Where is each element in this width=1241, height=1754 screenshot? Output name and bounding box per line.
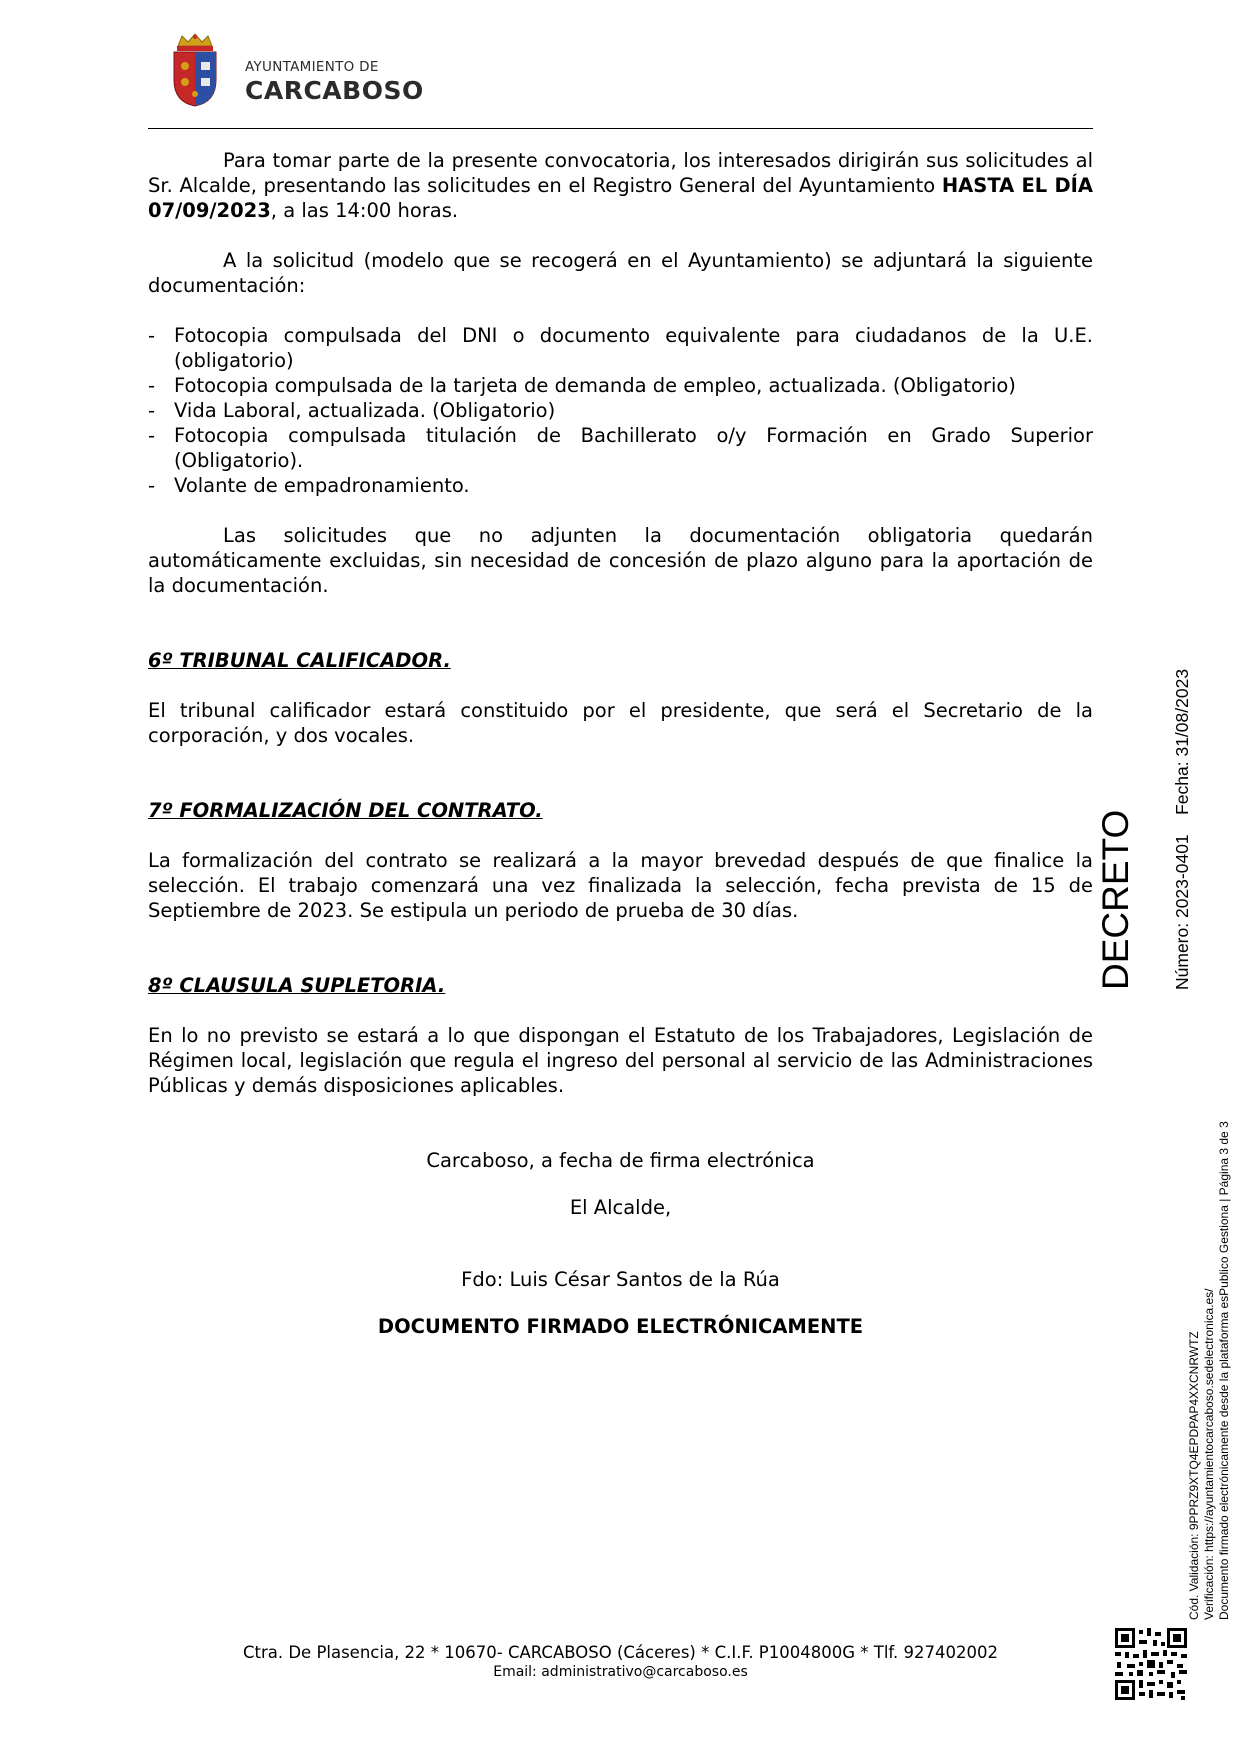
deadline-date: HASTA EL DÍA 07/09/2023: [148, 174, 1093, 222]
section-6-text: El tribunal calificador estará constituido por el presidente, que será el Secretario de la corporación, y dos vocales.: [148, 699, 1093, 747]
list-item: - Vida Laboral, actualizada. (Obligatorio): [148, 399, 556, 422]
coat-of-arms-icon: [168, 32, 222, 108]
validation-block: [1187, 1121, 1232, 1620]
paragraph-submission: [148, 148, 1093, 223]
header-divider: [148, 128, 1093, 129]
list-item: - Volante de empadronamiento.: [148, 474, 470, 497]
p1-text: Para tomar parte de la presente convocatoria, los interesados dirigirán sus solicitudes al Sr. Alcalde, presentando las solicitudes en el Registro General del Ayuntamiento: [148, 149, 1093, 197]
paragraph-exclusion: Las solicitudes que no adjunten la documentación obligatoria quedarán automáticamente excluidas, sin necesidad de concesión de plazo alguno para la aportación de la documentación.: [148, 524, 1093, 597]
decree-number-date: [1172, 669, 1192, 990]
footer-email: Email: administrativo@carcaboso.es: [493, 1664, 748, 1680]
decree-label: DECRETO: [1095, 809, 1136, 990]
section-7-text: La formalización del contrato se realizará a la mayor brevedad después de que finalice la selección. El trabajo comenzará una vez finalizada la selección, fecha prevista de 15 de Septiembre de 2023. Se estipula un periodo de prueba de 30 días.: [148, 849, 1093, 922]
paragraph-documentation: A la solicitud (modelo que se recogerá en el Ayuntamiento) se adjuntará la siguiente documentación:: [148, 249, 1093, 297]
documents-list: [148, 323, 1093, 498]
decree-date: Fecha: 31/08/2023: [1172, 668, 1192, 815]
verification-url: Verificación: https://ayuntamientocarcaboso.sedelectronica.es/: [1202, 1288, 1216, 1620]
section-8-text: En lo no previsto se estará a lo que dispongan el Estatuto de los Trabajadores, Legislación de Régimen local, legislación que regula el ingreso del personal al servicio de las Administraciones Públicas y demás disposiciones aplicables.: [148, 1024, 1093, 1097]
decree-number: Número: 2023-0401: [1172, 834, 1192, 990]
footer-address: Ctra. De Plasencia, 22 * 10670- CARCABOSO (Cáceres) * C.I.F. P1004800G * Tlf. 927402002: [242, 1643, 999, 1662]
document-body: [148, 148, 1093, 1339]
p1-text-end: , a las 14:00 horas.: [270, 199, 459, 222]
logo-line-1: AYUNTAMIENTO DE: [245, 59, 379, 75]
list-item: - Fotocopia compulsada titulación de Bachillerato o/y Formación en Grado Superior (Obligatorio).: [148, 424, 1093, 472]
signature-name: Fdo: Luis César Santos de la Rúa: [461, 1268, 780, 1291]
electronic-signature-stamp: DOCUMENTO FIRMADO ELECTRÓNICAMENTE: [377, 1315, 864, 1338]
section-8-title: 8º CLAUSULA SUPLETORIA.: [148, 974, 446, 997]
list-item: - Fotocopia compulsada del DNI o documento equivalente para ciudadanos de la U.E. (obligatorio): [148, 324, 1093, 372]
signature-role: El Alcalde,: [569, 1196, 672, 1219]
signed-platform-note: Documento firmado electrónicamente desde la plataforma esPublico Gestiona | Página 3 de 3: [1217, 1121, 1231, 1620]
signature-place-date: Carcaboso, a fecha de firma electrónica: [426, 1149, 815, 1172]
validation-code: Cód. Validación: 9PPRZ9XTQ4EPDPAP4XXCNRWTZ: [1187, 1331, 1201, 1620]
qr-code-icon: [1115, 1628, 1187, 1700]
list-item: - Fotocopia compulsada de la tarjeta de demanda de empleo, actualizada. (Obligatorio): [148, 374, 1016, 397]
section-6-title: 6º TRIBUNAL CALIFICADOR.: [148, 649, 451, 672]
municipal-logo: [148, 28, 424, 110]
section-7-title: 7º FORMALIZACIÓN DEL CONTRATO.: [148, 799, 543, 822]
logo-line-2: CARCABOSO: [245, 76, 424, 105]
